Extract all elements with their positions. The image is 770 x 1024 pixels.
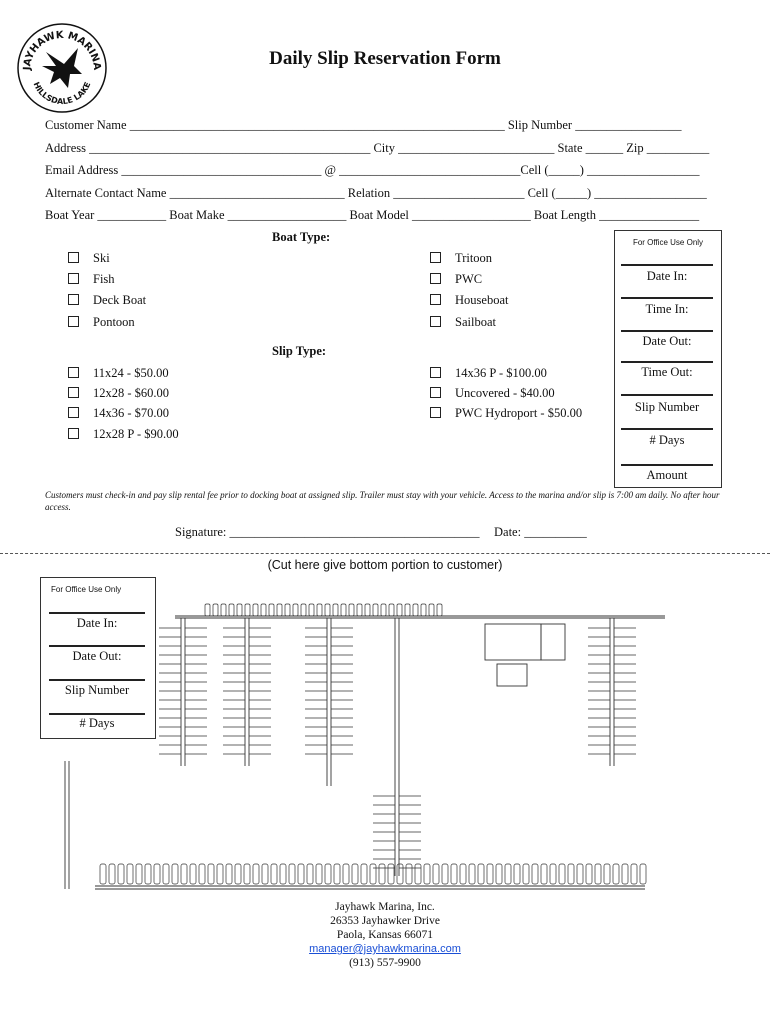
svg-text:JAYHAWK MARINA: JAYHAWK MARINA — [21, 29, 103, 71]
hydroport-slip — [586, 864, 592, 884]
pwc-hydroports — [100, 604, 646, 884]
stub-date-out[interactable]: Date Out: — [72, 649, 122, 663]
hydroport-slip — [568, 864, 574, 884]
signature-field[interactable]: Signature: ________________________________________ — [175, 525, 480, 539]
hydroport-slip — [370, 864, 376, 884]
boat-type-ski[interactable]: Ski — [68, 251, 110, 266]
hydroport-slip — [631, 864, 637, 884]
checkbox-icon[interactable] — [430, 387, 441, 398]
hydroport-slip — [397, 864, 403, 884]
office-date-out[interactable]: Date Out: — [642, 334, 692, 348]
hydroport-slip — [221, 604, 226, 616]
checkbox-icon[interactable] — [430, 273, 441, 284]
checkbox-icon[interactable] — [430, 294, 441, 305]
boat-type-tritoon[interactable]: Tritoon — [430, 251, 492, 266]
stub-date-in[interactable]: Date In: — [76, 616, 118, 630]
hydroport-slip — [379, 864, 385, 884]
hydroport-slip — [389, 604, 394, 616]
checkbox-icon[interactable] — [68, 367, 79, 378]
stub-slip-number[interactable]: Slip Number — [64, 683, 130, 697]
hydroport-slip — [349, 604, 354, 616]
hydroport-slip — [388, 864, 394, 884]
hydroport-slip — [269, 604, 274, 616]
hydroport-slip — [613, 864, 619, 884]
hydroport-slip — [341, 604, 346, 616]
divider — [621, 330, 713, 332]
alternate-contact-field[interactable]: Alternate Contact Name ____________________________ Relation _____________________ Cell (_____) __________________ — [45, 186, 707, 200]
slip-type-11x24[interactable]: 11x24 - $50.00 — [68, 366, 169, 381]
hydroport-slip — [433, 864, 439, 884]
divider — [49, 645, 145, 647]
hydroport-slip — [217, 864, 223, 884]
hydroport-slip — [237, 604, 242, 616]
hydroport-slip — [532, 864, 538, 884]
checkbox-icon[interactable] — [430, 316, 441, 327]
policy-notice: Customers must check-in and pay slip rental fee prior to docking boat at assigned slip. Trailer must stay with your vehicle. Access to the marina and/or slip is 7:00 am daily. No after hour access. — [45, 490, 720, 512]
hydroport-slip — [261, 604, 266, 616]
hydroport-slip — [253, 604, 258, 616]
dock-c — [327, 618, 331, 786]
hydroport-slip — [253, 864, 259, 884]
hydroport-slip — [421, 604, 426, 616]
page-title: Daily Slip Reservation Form — [269, 48, 501, 69]
hydroport-slip — [172, 864, 178, 884]
checkbox-icon[interactable] — [68, 428, 79, 439]
hydroport-slip — [213, 604, 218, 616]
hydroport-slip — [245, 604, 250, 616]
slip-type-uncovered[interactable]: Uncovered - $40.00 — [430, 386, 555, 401]
divider — [621, 297, 713, 299]
company-name: Jayhawk Marina, Inc. — [335, 901, 435, 913]
dock-slips — [159, 628, 636, 868]
divider — [621, 264, 713, 266]
hydroport-slip — [277, 604, 282, 616]
hydroport-slip — [373, 604, 378, 616]
svg-text:HILLSDALE LAKE: HILLSDALE LAKE — [31, 80, 93, 107]
divider — [621, 361, 713, 363]
hydroport-slip — [487, 864, 493, 884]
hydroport-slip — [514, 864, 520, 884]
slip-type-12x28-p[interactable]: 12x28 P - $90.00 — [68, 427, 179, 442]
office-use-header: For Office Use Only — [51, 585, 122, 594]
slip-type-12x28[interactable]: 12x28 - $60.00 — [68, 386, 169, 401]
divider — [621, 394, 713, 396]
hydroport-slip — [199, 864, 205, 884]
hydroport-slip — [226, 864, 232, 884]
email-link[interactable]: manager@jayhawkmarina.com — [309, 943, 461, 955]
hydroport-slip — [285, 604, 290, 616]
hydroport-slip — [145, 864, 151, 884]
hydroport-slip — [118, 864, 124, 884]
hydroport-slip — [469, 864, 475, 884]
office-slip-number[interactable]: Slip Number — [634, 400, 700, 414]
address-field[interactable]: Address _____________________________________________ City _________________________ State ______ Zip __________ — [45, 141, 710, 155]
hydroport-slip — [229, 604, 234, 616]
hydroport-slip — [262, 864, 268, 884]
hydroport-slip — [301, 604, 306, 616]
boat-type-pontoon[interactable]: Pontoon — [68, 315, 135, 330]
hydroport-slip — [163, 864, 169, 884]
hydroport-slip — [365, 604, 370, 616]
hydroport-slip — [208, 864, 214, 884]
hydroport-slip — [127, 864, 133, 884]
dock-a — [181, 618, 185, 766]
hydroport-slip — [289, 864, 295, 884]
hydroport-slip — [405, 604, 410, 616]
boat-type-deck-boat[interactable]: Deck Boat — [68, 293, 146, 308]
slip-type-14x36[interactable]: 14x36 - $70.00 — [68, 406, 169, 421]
dock-d — [395, 618, 399, 876]
divider — [49, 679, 145, 681]
divider — [49, 612, 145, 614]
hydroport-slip — [460, 864, 466, 884]
hydroport-slip — [154, 864, 160, 884]
hydroport-slip — [541, 864, 547, 884]
checkbox-icon[interactable] — [68, 273, 79, 284]
hydroport-slip — [550, 864, 556, 884]
slip-type-14x36-p[interactable]: 14x36 P - $100.00 — [430, 366, 547, 381]
hydroport-slip — [577, 864, 583, 884]
office-use-header: For Office Use Only — [632, 238, 704, 247]
boat-type-fish[interactable]: Fish — [68, 272, 115, 287]
marina-store — [485, 624, 565, 686]
hydroport-slip — [361, 864, 367, 884]
hydroport-slip — [244, 864, 250, 884]
office-time-in[interactable]: Time In: — [645, 302, 689, 316]
hydroport-slip — [496, 864, 502, 884]
hydroport-slip — [415, 864, 421, 884]
checkbox-icon[interactable] — [68, 407, 79, 418]
hydroport-slip — [343, 864, 349, 884]
customer-name-field[interactable]: Customer Name ____________________________________________________________ Slip Number _________________ — [45, 118, 682, 132]
hydroport-slip — [413, 604, 418, 616]
hydroport-slip — [309, 604, 314, 616]
hydroport-slip — [437, 604, 442, 616]
office-days[interactable]: # Days — [649, 433, 685, 447]
hydroport-slip — [280, 864, 286, 884]
hydroport-slip — [505, 864, 511, 884]
divider — [49, 713, 145, 715]
hydroport-slip — [109, 864, 115, 884]
hydroport-slip — [604, 864, 610, 884]
phone-number: (913) 557-9900 — [349, 957, 421, 969]
hydroport-slip — [406, 864, 412, 884]
hydroport-slip — [397, 604, 402, 616]
hydroport-slip — [429, 604, 434, 616]
checkbox-icon[interactable] — [430, 252, 441, 263]
stub-days[interactable]: # Days — [79, 716, 115, 730]
hydroport-slip — [190, 864, 196, 884]
checkbox-icon[interactable] — [68, 252, 79, 263]
hydroport-slip — [317, 604, 322, 616]
office-time-out[interactable]: Time Out: — [641, 365, 693, 379]
checkbox-icon[interactable] — [430, 407, 441, 418]
hydroport-slip — [523, 864, 529, 884]
hydroport-slip — [381, 604, 386, 616]
hydroport-slip — [424, 864, 430, 884]
hydroport-slip — [559, 864, 565, 884]
office-use-box-customer — [40, 577, 156, 739]
hydroport-slip — [325, 604, 330, 616]
slip-type-heading: Slip Type: — [272, 344, 327, 358]
hydroport-slip — [316, 864, 322, 884]
office-date-in[interactable]: Date In: — [646, 269, 688, 283]
office-amount[interactable]: Amount — [646, 468, 688, 482]
boat-type-sailboat[interactable]: Sailboat — [430, 315, 496, 330]
hydroport-slip — [333, 604, 338, 616]
hydroport-slip — [640, 864, 646, 884]
hydroport-slip — [357, 604, 362, 616]
company-address — [0, 900, 770, 970]
dock-b — [245, 618, 249, 766]
hydroport-slip — [334, 864, 340, 884]
city-state-zip: Paola, Kansas 66071 — [336, 929, 434, 941]
divider — [621, 464, 713, 466]
hydroport-slip — [298, 864, 304, 884]
checkbox-icon[interactable] — [68, 316, 79, 327]
hydroport-slip — [307, 864, 313, 884]
dock-e — [610, 618, 614, 766]
hydroport-slip — [205, 604, 210, 616]
hydroport-slip — [136, 864, 142, 884]
street-address: 26353 Jayhawker Drive — [330, 915, 440, 927]
checkbox-icon[interactable] — [430, 367, 441, 378]
cut-instruction: (Cut here give bottom portion to customer) — [267, 558, 503, 572]
email-field[interactable]: Email Address ________________________________ @ _____________________________Cell (_____) __________________ — [45, 163, 700, 177]
hydroport-slip — [451, 864, 457, 884]
divider — [621, 428, 713, 430]
checkbox-icon[interactable] — [68, 387, 79, 398]
hydroport-slip — [325, 864, 331, 884]
dock-bottom-walkway — [65, 761, 645, 889]
office-use-box — [614, 230, 722, 488]
cut-line — [0, 553, 770, 554]
boat-type-houseboat[interactable]: Houseboat — [430, 293, 508, 308]
hydroport-slip — [181, 864, 187, 884]
hydroport-slip — [235, 864, 241, 884]
boat-type-pwc[interactable]: PWC — [430, 272, 482, 287]
hydroport-slip — [271, 864, 277, 884]
date-field[interactable]: Date: __________ — [494, 525, 587, 539]
hydroport-slip — [478, 864, 484, 884]
hydroport-slip — [595, 864, 601, 884]
boat-type-heading: Boat Type: — [272, 230, 331, 244]
slip-type-pwc-hydroport[interactable]: PWC Hydroport - $50.00 — [430, 406, 582, 421]
hydroport-slip — [442, 864, 448, 884]
checkbox-icon[interactable] — [68, 294, 79, 305]
hydroport-slip — [293, 604, 298, 616]
hydroport-slip — [352, 864, 358, 884]
hydroport-slip — [622, 864, 628, 884]
hydroport-slip — [100, 864, 106, 884]
boat-info-field[interactable]: Boat Year ___________ Boat Make ___________________ Boat Model ___________________ Boat Length ________________ — [45, 208, 700, 222]
